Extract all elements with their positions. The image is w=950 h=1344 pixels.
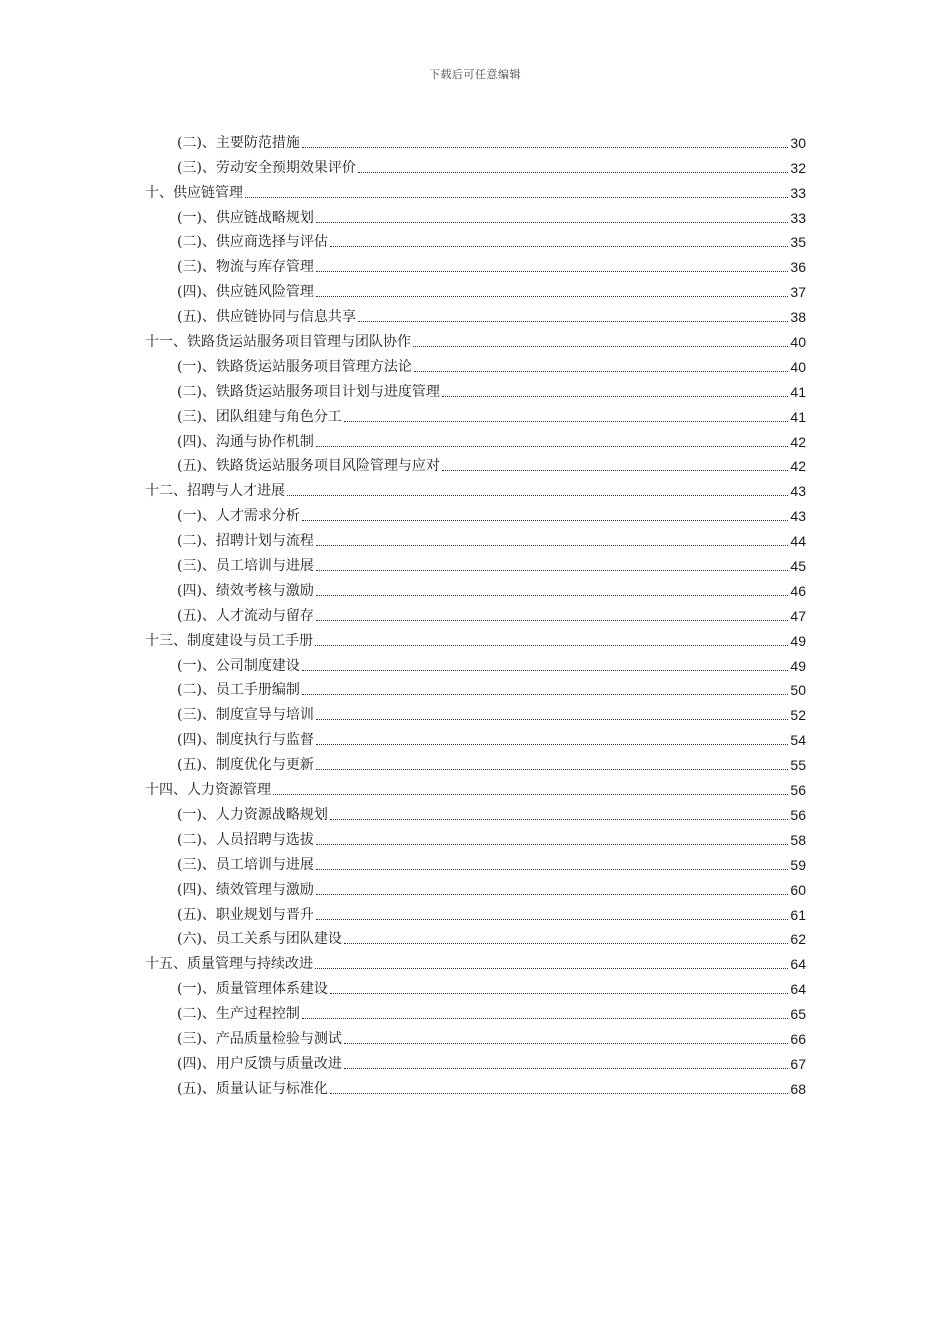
toc-section-entry[interactable] bbox=[145, 724, 806, 749]
toc-dot-leader bbox=[316, 869, 788, 870]
toc-section-entry[interactable] bbox=[145, 1073, 806, 1098]
toc-entry-title: 十、供应链管理 bbox=[145, 184, 243, 201]
toc-dot-leader bbox=[316, 919, 788, 920]
toc-chapter-entry[interactable] bbox=[145, 475, 806, 500]
toc-entry-title: (四)、绩效考核与激励 bbox=[177, 582, 314, 599]
toc-dot-leader bbox=[316, 545, 788, 546]
toc-dot-leader bbox=[302, 1018, 788, 1019]
toc-page-number: 46 bbox=[790, 582, 806, 599]
toc-entry-title: (一)、人力资源战略规划 bbox=[177, 806, 328, 823]
toc-dot-leader bbox=[316, 570, 788, 571]
toc-page-number: 33 bbox=[790, 209, 806, 226]
toc-section-entry[interactable] bbox=[145, 525, 806, 550]
toc-section-entry[interactable] bbox=[145, 401, 806, 426]
toc-dot-leader bbox=[302, 694, 788, 695]
toc-section-entry[interactable] bbox=[145, 924, 806, 949]
toc-dot-leader bbox=[344, 1068, 788, 1069]
toc-dot-leader bbox=[315, 645, 788, 646]
toc-dot-leader bbox=[442, 470, 788, 471]
toc-section-entry[interactable] bbox=[145, 799, 806, 824]
toc-dot-leader bbox=[245, 197, 788, 198]
toc-entry-title: (六)、员工关系与团队建设 bbox=[177, 931, 342, 948]
toc-page-number: 56 bbox=[790, 782, 806, 799]
toc-dot-leader bbox=[316, 222, 788, 223]
toc-section-entry[interactable] bbox=[145, 899, 806, 924]
toc-page-number: 45 bbox=[790, 558, 806, 575]
toc-entry-title: (五)、人才流动与留存 bbox=[177, 607, 314, 624]
toc-dot-leader bbox=[316, 744, 788, 745]
toc-page-number: 49 bbox=[790, 657, 806, 674]
toc-section-entry[interactable] bbox=[145, 351, 806, 376]
toc-entry-title: (三)、团队组建与角色分工 bbox=[177, 408, 342, 425]
toc-page-number: 47 bbox=[790, 607, 806, 624]
toc-page-number: 65 bbox=[790, 1006, 806, 1023]
toc-entry-title: 十二、招聘与人才进展 bbox=[145, 483, 285, 500]
toc-entry-title: (二)、供应商选择与评估 bbox=[177, 234, 328, 251]
toc-chapter-entry[interactable] bbox=[145, 948, 806, 973]
toc-entry-title: (三)、劳动安全预期效果评价 bbox=[177, 159, 356, 176]
toc-dot-leader bbox=[442, 396, 788, 397]
toc-dot-leader bbox=[302, 147, 788, 148]
toc-page-number: 43 bbox=[790, 483, 806, 500]
toc-section-entry[interactable] bbox=[145, 650, 806, 675]
toc-page-number: 36 bbox=[790, 259, 806, 276]
toc-page-number: 40 bbox=[790, 358, 806, 375]
toc-dot-leader bbox=[273, 794, 788, 795]
toc-entry-title: (三)、产品质量检验与测试 bbox=[177, 1030, 342, 1047]
toc-entry-title: (三)、员工培训与进展 bbox=[177, 856, 314, 873]
toc-page-number: 50 bbox=[790, 682, 806, 699]
toc-chapter-entry[interactable] bbox=[145, 625, 806, 650]
toc-dot-leader bbox=[316, 620, 788, 621]
toc-section-entry[interactable] bbox=[145, 550, 806, 575]
toc-dot-leader bbox=[302, 520, 788, 521]
toc-page-number: 30 bbox=[790, 134, 806, 151]
toc-section-entry[interactable] bbox=[145, 849, 806, 874]
toc-page-number: 43 bbox=[790, 508, 806, 525]
toc-section-entry[interactable] bbox=[145, 227, 806, 252]
toc-dot-leader bbox=[316, 271, 788, 272]
toc-page-number: 49 bbox=[790, 632, 806, 649]
toc-entry-title: (四)、用户反馈与质量改进 bbox=[177, 1055, 342, 1072]
toc-page-number: 55 bbox=[790, 757, 806, 774]
toc-section-entry[interactable] bbox=[145, 824, 806, 849]
toc-page-number: 40 bbox=[790, 334, 806, 351]
toc-chapter-entry[interactable] bbox=[145, 177, 806, 202]
toc-page-number: 66 bbox=[790, 1030, 806, 1047]
toc-entry-title: (二)、铁路货运站服务项目计划与进度管理 bbox=[177, 383, 440, 400]
toc-section-entry[interactable] bbox=[145, 127, 806, 152]
toc-section-entry[interactable] bbox=[145, 376, 806, 401]
toc-section-entry[interactable] bbox=[145, 973, 806, 998]
toc-entry-title: (二)、人员招聘与选拔 bbox=[177, 831, 314, 848]
toc-section-entry[interactable] bbox=[145, 1048, 806, 1073]
toc-section-entry[interactable] bbox=[145, 675, 806, 700]
toc-page-number: 56 bbox=[790, 806, 806, 823]
toc-page-number: 68 bbox=[790, 1080, 806, 1097]
table-of-contents bbox=[145, 127, 806, 1098]
toc-entry-title: 十一、铁路货运站服务项目管理与团队协作 bbox=[145, 334, 411, 351]
toc-section-entry[interactable] bbox=[145, 451, 806, 476]
toc-dot-leader bbox=[316, 595, 788, 596]
toc-dot-leader bbox=[316, 446, 788, 447]
toc-page-number: 59 bbox=[790, 856, 806, 873]
toc-dot-leader bbox=[302, 670, 788, 671]
toc-section-entry[interactable] bbox=[145, 500, 806, 525]
toc-section-entry[interactable] bbox=[145, 1023, 806, 1048]
toc-section-entry[interactable] bbox=[145, 202, 806, 227]
toc-page-number: 41 bbox=[790, 383, 806, 400]
toc-section-entry[interactable] bbox=[145, 575, 806, 600]
toc-entry-title: (四)、沟通与协作机制 bbox=[177, 433, 314, 450]
toc-dot-leader bbox=[316, 894, 788, 895]
toc-page-number: 33 bbox=[790, 184, 806, 201]
toc-section-entry[interactable] bbox=[145, 152, 806, 177]
toc-page-number: 58 bbox=[790, 831, 806, 848]
toc-entry-title: (三)、制度宣导与培训 bbox=[177, 707, 314, 724]
toc-dot-leader bbox=[358, 172, 788, 173]
toc-entry-title: (五)、职业规划与晋升 bbox=[177, 906, 314, 923]
toc-page-number: 60 bbox=[790, 881, 806, 898]
toc-page-number: 35 bbox=[790, 234, 806, 251]
toc-chapter-entry[interactable] bbox=[145, 326, 806, 351]
toc-dot-leader bbox=[344, 421, 788, 422]
toc-dot-leader bbox=[330, 246, 788, 247]
toc-entry-title: (一)、铁路货运站服务项目管理方法论 bbox=[177, 358, 412, 375]
toc-page-number: 67 bbox=[790, 1055, 806, 1072]
toc-entry-title: (一)、人才需求分析 bbox=[177, 508, 300, 525]
toc-entry-title: 十三、制度建设与员工手册 bbox=[145, 632, 313, 649]
toc-entry-title: (二)、生产过程控制 bbox=[177, 1006, 300, 1023]
toc-entry-title: (一)、供应链战略规划 bbox=[177, 209, 314, 226]
toc-page-number: 42 bbox=[790, 458, 806, 475]
toc-entry-title: (五)、供应链协同与信息共享 bbox=[177, 309, 356, 326]
toc-section-entry[interactable] bbox=[145, 251, 806, 276]
toc-entry-title: (一)、质量管理体系建设 bbox=[177, 981, 328, 998]
toc-section-entry[interactable] bbox=[145, 874, 806, 899]
toc-entry-title: 十五、质量管理与持续改进 bbox=[145, 956, 313, 973]
toc-chapter-entry[interactable] bbox=[145, 774, 806, 799]
toc-entry-title: (三)、员工培训与进展 bbox=[177, 558, 314, 575]
toc-dot-leader bbox=[330, 819, 788, 820]
toc-entry-title: (四)、绩效管理与激励 bbox=[177, 881, 314, 898]
toc-dot-leader bbox=[414, 371, 788, 372]
toc-page-number: 32 bbox=[790, 159, 806, 176]
toc-page-number: 61 bbox=[790, 906, 806, 923]
toc-dot-leader bbox=[315, 968, 788, 969]
toc-entry-title: (四)、制度执行与监督 bbox=[177, 732, 314, 749]
toc-dot-leader bbox=[358, 321, 788, 322]
toc-entry-title: (二)、主要防范措施 bbox=[177, 134, 300, 151]
toc-section-entry[interactable] bbox=[145, 749, 806, 774]
toc-section-entry[interactable] bbox=[145, 699, 806, 724]
toc-page-number: 44 bbox=[790, 533, 806, 550]
toc-page-number: 54 bbox=[790, 732, 806, 749]
toc-page-number: 62 bbox=[790, 931, 806, 948]
toc-entry-title: (二)、员工手册编制 bbox=[177, 682, 300, 699]
toc-entry-title: (二)、招聘计划与流程 bbox=[177, 533, 314, 550]
toc-section-entry[interactable] bbox=[145, 276, 806, 301]
toc-dot-leader bbox=[316, 296, 788, 297]
toc-dot-leader bbox=[287, 495, 788, 496]
toc-dot-leader bbox=[344, 943, 788, 944]
toc-dot-leader bbox=[330, 993, 788, 994]
toc-page-number: 41 bbox=[790, 408, 806, 425]
toc-section-entry[interactable] bbox=[145, 426, 806, 451]
page-header: 下载后可任意编辑 bbox=[429, 68, 521, 81]
toc-page-number: 64 bbox=[790, 981, 806, 998]
toc-dot-leader bbox=[413, 346, 788, 347]
toc-dot-leader bbox=[330, 1093, 788, 1094]
toc-dot-leader bbox=[344, 1043, 788, 1044]
toc-entry-title: (四)、供应链风险管理 bbox=[177, 284, 314, 301]
toc-section-entry[interactable] bbox=[145, 998, 806, 1023]
toc-dot-leader bbox=[316, 844, 788, 845]
toc-page-number: 37 bbox=[790, 284, 806, 301]
toc-page-number: 64 bbox=[790, 956, 806, 973]
toc-page-number: 52 bbox=[790, 707, 806, 724]
toc-entry-title: (五)、铁路货运站服务项目风险管理与应对 bbox=[177, 458, 440, 475]
toc-entry-title: (三)、物流与库存管理 bbox=[177, 259, 314, 276]
toc-page-number: 38 bbox=[790, 309, 806, 326]
toc-section-entry[interactable] bbox=[145, 600, 806, 625]
toc-dot-leader bbox=[316, 719, 788, 720]
toc-page-number: 42 bbox=[790, 433, 806, 450]
toc-dot-leader bbox=[316, 769, 788, 770]
toc-section-entry[interactable] bbox=[145, 301, 806, 326]
toc-entry-title: (五)、质量认证与标准化 bbox=[177, 1080, 328, 1097]
toc-entry-title: (一)、公司制度建设 bbox=[177, 657, 300, 674]
toc-entry-title: (五)、制度优化与更新 bbox=[177, 757, 314, 774]
toc-entry-title: 十四、人力资源管理 bbox=[145, 782, 271, 799]
